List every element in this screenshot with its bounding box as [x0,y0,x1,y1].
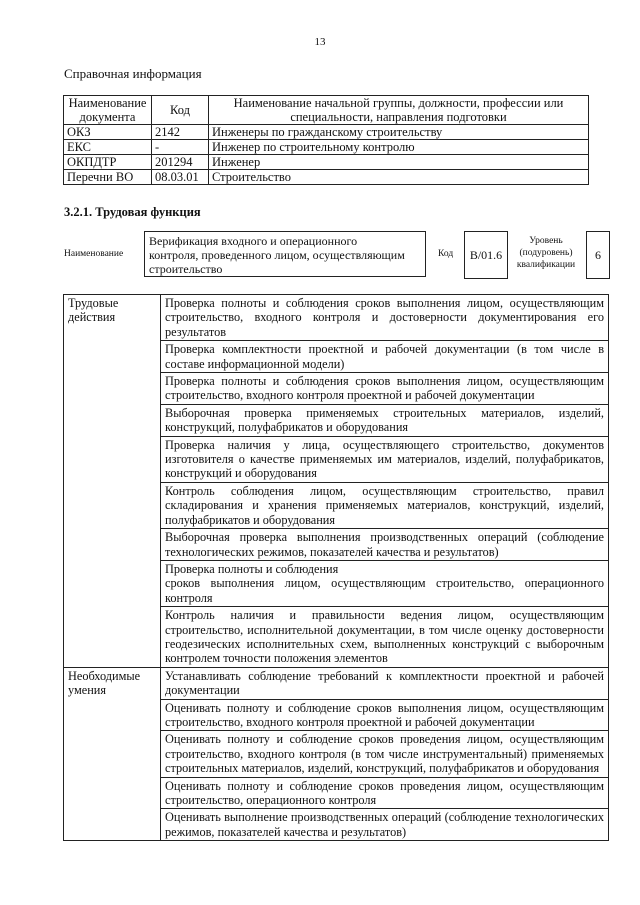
function-name-box [144,231,426,277]
function-name-line: Верификация входного и операционного [149,234,358,248]
ref-code: 201294 [152,155,209,170]
required-skill-row-text: Устанавливать соблюдение требований к комплектности проектной и рабочей документации [161,667,609,699]
function-code-label: Код [438,249,454,259]
labor-action-row-text: Выборочная проверка выполнения производственных операций (соблюдение технологических режимов, показателей качества и результатов) [161,529,609,561]
ref-doc: ОКПДТР [64,155,152,170]
function-table [63,294,609,841]
labor-actions-label: Трудовые действия [64,295,161,668]
page-number: 13 [314,36,326,48]
labor-action-row-text: Проверка полноты и соблюдения сроков выполнения лицом, осуществляющим строительство, операционного контроля [161,560,609,606]
ref-code: - [152,140,209,155]
reference-row [64,170,589,185]
required-skill-row-text: Оценивать выполнение производственных операций (соблюдение технологических режимов, показателей качества и результатов) [161,809,609,841]
required-skills-label: Необходимые умения [64,667,161,840]
reference-row [64,155,589,170]
labor-action-row-text: Проверка полноты и соблюдения сроков выполнения лицом, осуществляющим строительство, входного контроля проектной и рабочей документации [161,373,609,405]
ref-code: 2142 [152,125,209,140]
required-skill-row-text: Оценивать полноту и соблюдение сроков проведения лицом, осуществляющим строительство, входного контроля (в том числе инструментальный) применяемых строительных материалов, изделий, конструкций, полуфабрикатов и оборудования [161,731,609,777]
ref-doc: ЕКС [64,140,152,155]
section-title: 3.2.1. Трудовая функция [64,205,201,219]
qualification-level-label: Уровень (подуровень) квалификации [516,236,576,270]
ref-name: Строительство [209,170,589,185]
labor-action-row-text: Выборочная проверка применяемых строительных материалов, изделий, конструкций, полуфабрикатов и оборудования [161,404,609,436]
labor-action-row-text: Контроль соблюдения лицом, осуществляющим строительство, правил складирования и хранения применяемых материалов, конструкций, изделий, полуфабрикатов и оборудования [161,482,609,528]
function-name-line: строительство [149,262,223,276]
ref-code: 08.03.01 [152,170,209,185]
reference-title: Справочная информация [64,66,202,81]
reference-table [63,95,589,185]
function-code-value: B/01.6 [464,231,508,279]
ref-doc: Перечни ВО [64,170,152,185]
reference-header-row [64,96,589,125]
labor-action-row-text: Проверка комплектности проектной и рабочей документации (в том числе в составе информационной модели) [161,341,609,373]
required-skill-row-text: Оценивать полноту и соблюдение сроков проведения лицом, осуществляющим строительство, операционного контроля [161,777,609,809]
function-name-label: Наименование [64,249,124,259]
header-code: Код [152,96,209,125]
labor-action-row [64,295,609,341]
reference-row [64,140,589,155]
function-name-line: контроля, проведенного лицом, осуществляющим [149,248,405,262]
required-skill-row [64,667,609,699]
ref-doc: ОКЗ [64,125,152,140]
labor-action-row-text: Контроль наличия и правильности ведения лицом, осуществляющим строительство, исполнительной документации, в том числе оценку достоверности геодезических исполнительных схем, выполненных конструкций с выборочным контролем точности положения элементов [161,607,609,668]
qualification-level-value: 6 [586,231,610,279]
reference-row [64,125,589,140]
labor-action-row-text: Проверка наличия у лица, осуществляющего строительство, документов изготовителя о качестве применяемых им материалов, изделий, полуфабрикатов, конструкций и оборудования [161,436,609,482]
ref-name: Инженеры по гражданскому строительству [209,125,589,140]
labor-action-row-text: Проверка полноты и соблюдения сроков выполнения лицом, осуществляющим строительство, входного контроля и достоверности документирования его результатов [161,295,609,341]
ref-name: Инженер [209,155,589,170]
function-header [64,231,624,281]
header-doc-name: Наименование документа [64,96,152,125]
header-group-name: Наименование начальной группы, должности, профессии или специальности, направления подготовки [209,96,589,125]
ref-name: Инженер по строительному контролю [209,140,589,155]
required-skill-row-text: Оценивать полноту и соблюдение сроков выполнения лицом, осуществляющим строительство, входного контроля проектной и рабочей документации [161,699,609,731]
